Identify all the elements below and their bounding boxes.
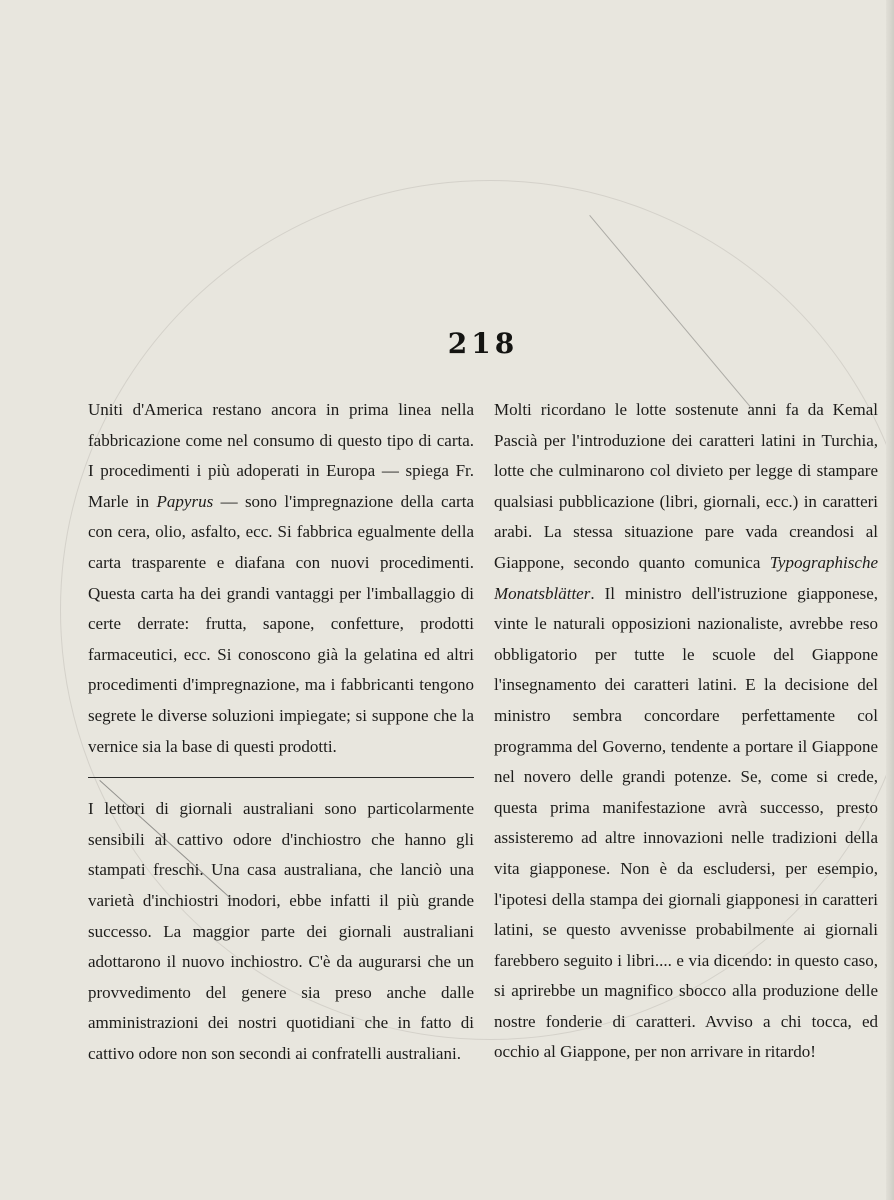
paragraph: I lettori di giornali australiani sono particolarmente sensibili al cattivo odore d'inchiostro che hanno gli stampati freschi. Una casa australiana, che lanciò una varietà d'inchiostri inodori, ebbe infatti il più grande successo. La maggior parte dei giornali australiani adottarono il nuovo inchiostro. C'è da augurarsi che un provvedimento del genere sia preso anche dalle amministrazioni dei nostri quotidiani che in fatto di cattivo odore non son secondi ai confratelli australiani. — [88, 799, 474, 1063]
paragraph: Uniti d'America restano ancora in prima linea nella fabbricazione come nel consumo di questo tipo di carta. I procedimenti i più adoperati in Europa — spiega Fr. Marle in Papyrus — sono l'impregnazione della carta con cera, olio, asfalto, ecc. Si fabbrica egualmente della carta trasparente e diafana con nuovi procedimenti. Questa carta ha dei grandi vantaggi per l'imballaggio di certe derrate: frutta, sapone, confetture, prodotti farmaceutici, ecc. Si conoscono già la gelatina ed altri procedimenti d'impregnazione, ma i fabbricanti tengono segrete le diverse soluzioni impiegate; si suppone che la vernice sia la base di questi prodotti. — [88, 400, 474, 756]
page-number: 218 — [447, 327, 519, 360]
right-column — [494, 395, 878, 1068]
paragraph: Molti ricordano le lotte sostenute anni fa da Kemal Pascià per l'introduzione dei caratteri latini in Turchia, lotte che culminarono col divieto per legge di stampare qualsiasi pubblicazione (libri, giornali, ecc.) in caratteri arabi. La stessa situazione pare vada creandosi al Giappone, secondo quanto comunica Typographische Monatsblätter. Il ministro dell'istruzione giapponese, vinte le naturali opposizioni nazionaliste, avrebbe reso obbligatorio per tutte le scuole del Giappone l'insegnamento dei caratteri latini. E la decisione del ministro sembra concordare perfettamente col programma del Governo, tendente a portare il Giappone nel novero delle grandi potenze. Se, come si crede, questa prima manifestazione avrà successo, presto assisteremo ad altre innovazioni nelle tradizioni della vita giapponese. Non è da escludersi, per esempio, l'ipotesi della stampa dei giornali giapponesi in caratteri latini, se questo avvenisse probabilmente ai giornali farebbero seguito i libri.... e via dicendo: in questo caso, si aprirebbe un magnifico sbocco alla produzione delle nostre fonderie di caratteri. Avviso a chi tocca, ed occhio al Giappone, per non arrivare in ritardo! — [494, 400, 878, 1062]
left-column — [88, 395, 474, 1069]
italic-title: Typographische Monatsblätter — [494, 552, 878, 603]
page-edge — [886, 0, 894, 1200]
italic-title: Papyrus — [156, 491, 214, 511]
divider — [88, 777, 474, 778]
